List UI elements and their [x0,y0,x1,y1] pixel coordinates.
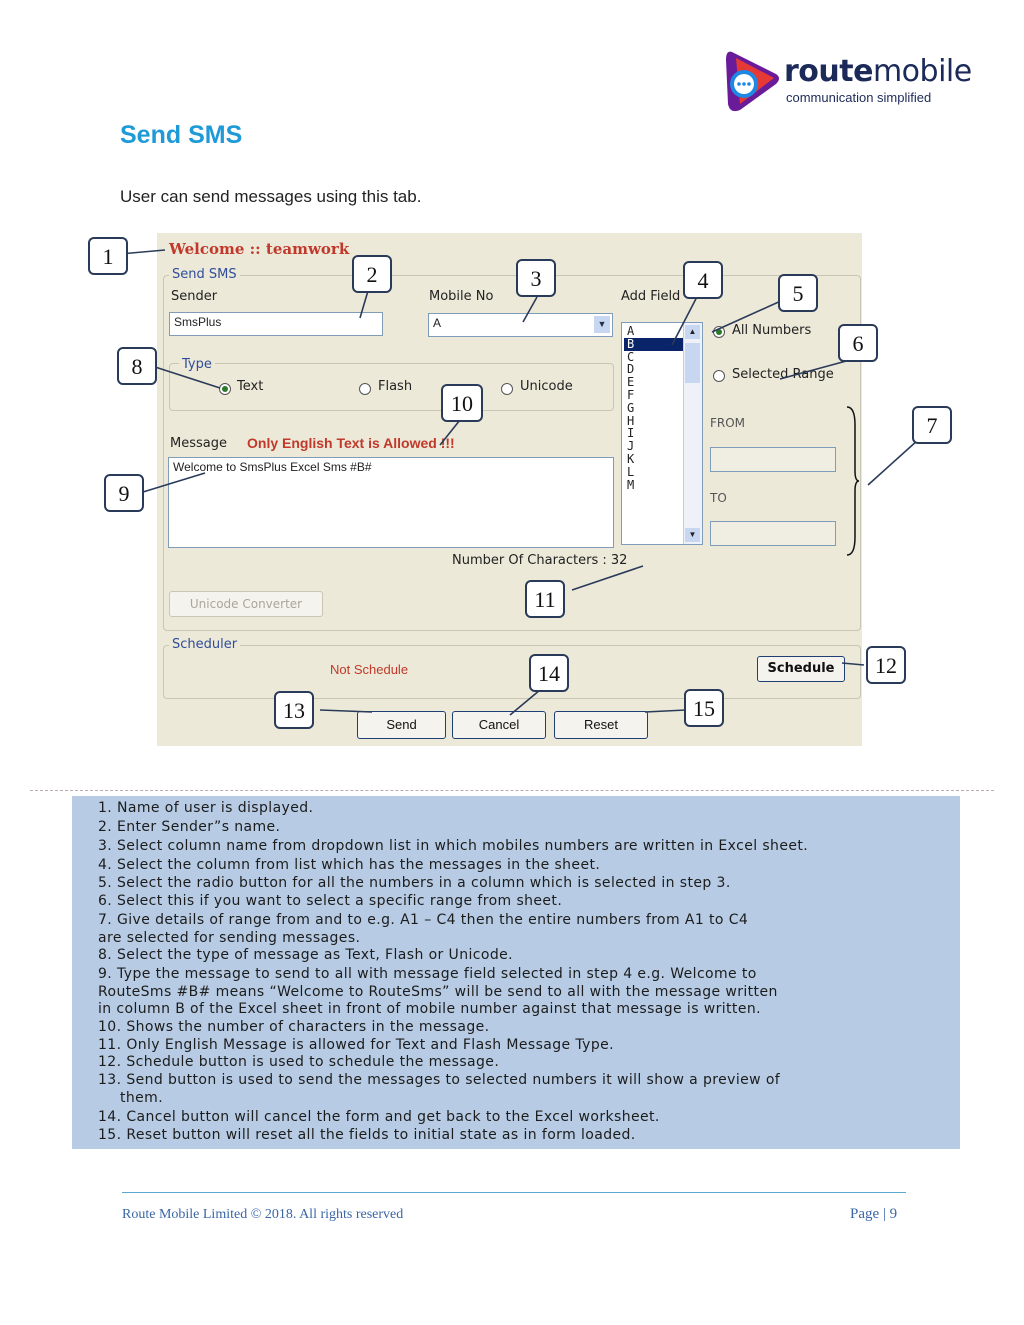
callout-15: 15 [684,689,724,727]
footer-page-number: Page | 9 [850,1206,898,1222]
english-only-warning: Only English Text is Allowed !!! [247,435,455,451]
type-group-title: Type [179,357,215,372]
chevron-down-icon[interactable]: ▼ [594,316,610,333]
note-line: are selected for sending messages. [98,930,361,946]
add-field-label: Add Field [621,289,681,304]
note-line: 11. Only English Message is allowed for Text and Flash Message Type. [98,1037,615,1053]
callout-3: 3 [516,259,556,297]
note-line: 7. Give details of range from and to e.g. A1 – C4 then the entire numbers from A1 to C4 [98,912,749,928]
scroll-down-icon[interactable]: ▼ [685,528,700,542]
callout-13: 13 [274,691,314,729]
note-line: 3. Select column name from dropdown list in which mobiles numbers are written in Excel sheet. [98,838,809,854]
note-line: 12. Schedule button is used to schedule the message. [98,1054,500,1070]
mobile-label: Mobile No [429,289,494,304]
callout-11: 11 [525,580,565,618]
note-line: 14. Cancel button will cancel the form and get back to the Excel worksheet. [98,1109,660,1125]
note-line: 13. Send button is used to send the messages to selected numbers it will show a preview of [98,1072,781,1088]
welcome-label: Welcome :: teamwork [169,240,350,258]
field-item[interactable]: A [627,324,635,338]
note-line: them. [120,1090,164,1106]
message-textarea[interactable]: Welcome to SmsPlus Excel Sms #B# [168,457,614,548]
scroll-up-icon[interactable]: ▲ [685,325,700,339]
note-line: 8. Select the type of message as Text, Flash or Unicode. [98,947,513,963]
note-line: 10. Shows the number of characters in the message. [98,1019,490,1035]
note-line: RouteSms #B# means “Welcome to RouteSms” will be send to all with the message written [98,984,778,1000]
not-schedule-status: Not Schedule [330,662,409,677]
callout-1: 1 [88,237,128,275]
callout-6: 6 [838,324,878,362]
scheduler-group-title: Scheduler [169,637,240,652]
mobile-no-value: A [433,316,442,330]
field-item[interactable]: M [627,477,635,492]
brand-wordmark: routemobile [784,54,972,89]
note-line: 9. Type the message to send to all with message field selected in step 4 e.g. Welcome to [98,966,757,982]
field-item[interactable]: D [627,362,635,377]
footer-copyright: Route Mobile Limited © 2018. All rights reserved [122,1207,404,1222]
to-label: TO [710,491,727,505]
schedule-button[interactable]: Schedule [757,656,845,682]
sender-label: Sender [171,289,218,304]
all-numbers-label: All Numbers [732,323,812,338]
callout-12: 12 [866,646,906,684]
page-title: Send SMS [120,121,243,149]
field-item[interactable]: G [627,400,635,415]
intro-text: User can send messages using this tab. [120,187,422,206]
callout-5: 5 [778,274,818,312]
callout-10: 10 [441,384,483,422]
note-line: 15. Reset button will reset all the fields to initial state as in form loaded. [98,1127,636,1143]
note-line: 6. Select this if you want to select a specific range from sheet. [98,893,563,909]
callout-7: 7 [912,406,952,444]
selected-range-label: Selected Range [732,367,834,382]
notes-box [72,796,960,1149]
from-label: FROM [710,416,746,430]
callout-2: 2 [352,255,392,293]
note-line: 2. Enter Sender”s name. [98,819,281,835]
field-item[interactable]: L [627,464,635,479]
sender-input[interactable]: SmsPlus [169,312,383,336]
note-line: 4. Select the column from list which has the messages in the sheet. [98,857,601,873]
unicode-converter-button[interactable]: Unicode Converter [169,591,323,617]
send-sms-group-title: Send SMS [169,267,240,282]
footer-rule [122,1192,906,1193]
callout-8: 8 [117,347,157,385]
cancel-button[interactable]: Cancel [452,711,546,739]
section-divider [30,790,994,791]
type-text-label: Text [237,379,264,394]
callout-4: 4 [683,261,723,299]
note-line: in column B of the Excel sheet in front of mobile number against that message is written. [98,1001,761,1017]
field-item[interactable]: E [627,375,635,390]
field-item[interactable]: H [627,413,635,428]
callout-9: 9 [104,474,144,512]
note-line: 5. Select the radio button for all the numbers in a column which is selected in step 3. [98,875,731,891]
reset-button[interactable]: Reset [554,711,648,739]
field-item[interactable]: J [627,439,635,454]
field-item[interactable]: C [627,349,635,364]
type-flash-label: Flash [378,379,413,394]
send-button[interactable]: Send [357,711,446,739]
char-count: Number Of Characters : 32 [452,553,628,568]
field-item[interactable]: B [624,338,684,351]
field-item[interactable]: I [627,426,635,441]
message-label: Message [170,436,227,451]
field-item[interactable]: F [627,387,635,402]
callout-14: 14 [529,654,569,692]
field-item[interactable]: K [627,451,635,466]
brand-tagline: communication simplified [786,90,932,105]
type-unicode-label: Unicode [520,379,573,394]
note-line: 1. Name of user is displayed. [98,800,314,816]
